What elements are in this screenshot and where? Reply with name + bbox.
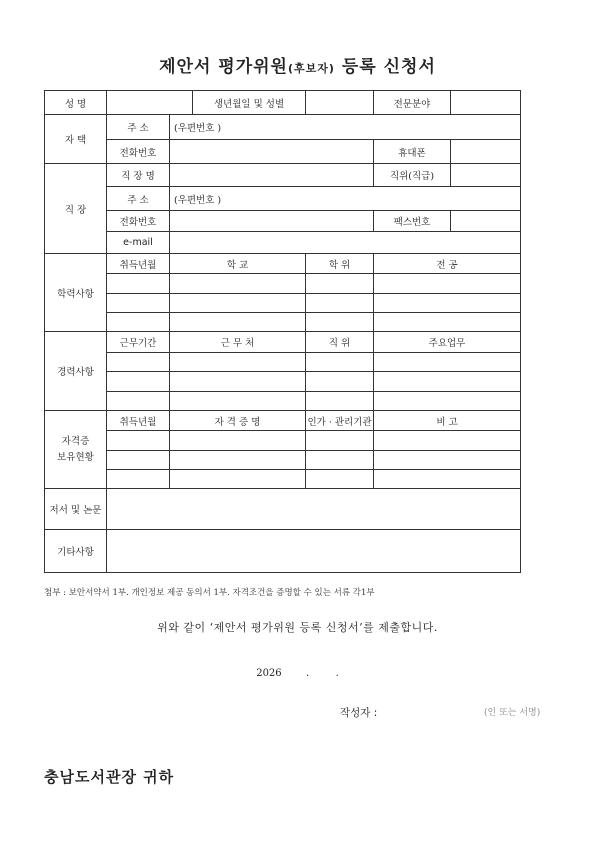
work-position-label: 직위(직급): [374, 164, 451, 187]
work-label: 직 장: [45, 164, 107, 254]
papers-label: 저서 및 논문: [45, 489, 107, 530]
papers-field[interactable]: [107, 489, 521, 530]
date-line: [0, 668, 595, 679]
home-mobile-label: 휴대폰: [374, 140, 451, 164]
etc-field[interactable]: [107, 530, 521, 573]
work-company-label: 직 장 명: [107, 164, 170, 187]
author-label: 작성자 :: [340, 707, 378, 719]
title-tail: 등록 신청서: [341, 57, 436, 77]
career-row: [45, 392, 521, 411]
addressee: 충남도서관장 귀하: [44, 768, 175, 786]
education-row: [45, 313, 521, 332]
license-row: [45, 451, 521, 470]
education-label: 학력사항: [45, 254, 107, 332]
home-address-field[interactable]: (우편번호 ): [170, 115, 521, 140]
home-mobile-field[interactable]: [451, 140, 521, 164]
education-header: 학 교: [170, 254, 306, 274]
form-title: [0, 52, 595, 77]
birth-field[interactable]: [306, 91, 374, 115]
name-field[interactable]: [107, 91, 193, 115]
license-header: 자 격 증 명: [170, 411, 306, 431]
license-header: 취득년월: [107, 411, 170, 431]
license-row: [45, 431, 521, 451]
home-phone-field[interactable]: [170, 140, 374, 164]
date-year: 2026: [256, 668, 282, 679]
license-header: 인가 · 관리기관: [306, 411, 374, 431]
license-label: [45, 411, 107, 489]
declaration: 위와 같이 ‘제안서 평가위원 등록 신청서’를 제출합니다.: [157, 621, 438, 634]
title-sub: (후보자): [287, 62, 335, 75]
field-label: 전문분야: [374, 91, 451, 115]
license-header: 비 고: [374, 411, 521, 431]
home-label: 자 택: [45, 115, 107, 164]
career-header: 근 무 처: [170, 332, 306, 353]
work-email-field[interactable]: [170, 232, 521, 254]
work-fax-field[interactable]: [451, 211, 521, 232]
work-company-field[interactable]: [170, 164, 374, 187]
work-email-label: e-mail: [107, 232, 170, 254]
etc-label: 기타사항: [45, 530, 107, 573]
birth-label: 생년월일 및 성별: [193, 91, 306, 115]
attachment-note: 첨부 : 보안서약서 1부. 개인정보 제공 동의서 1부. 자격조건을 증명할 수 있는 서류 각1부: [44, 588, 375, 598]
application-table: [44, 90, 521, 573]
education-row: [45, 274, 521, 294]
title-main: 제안서 평가위원: [159, 57, 288, 77]
education-header: 학 위: [306, 254, 374, 274]
career-label: 경력사항: [45, 332, 107, 411]
date-sep2: .: [335, 668, 339, 679]
career-header: 직 위: [306, 332, 374, 353]
career-row: [45, 372, 521, 392]
career-row: [45, 353, 521, 372]
license-label-line1: 자격증: [61, 435, 90, 447]
seal-placeholder[interactable]: (인 또는 서명): [484, 708, 541, 718]
work-fax-label: 팩스번호: [374, 211, 451, 232]
work-phone-field[interactable]: [170, 211, 374, 232]
home-phone-label: 전화번호: [107, 140, 170, 164]
education-row: [45, 294, 521, 313]
career-header: 주요업무: [374, 332, 521, 353]
work-position-field[interactable]: [451, 164, 521, 187]
work-phone-label: 전화번호: [107, 211, 170, 232]
education-header: 전 공: [374, 254, 521, 274]
education-header: 취득년월: [107, 254, 170, 274]
basic-row: [45, 91, 521, 115]
home-address-label: 주 소: [107, 115, 170, 140]
work-address-label: 주 소: [107, 187, 170, 211]
license-row: [45, 470, 521, 489]
field-field[interactable]: [451, 91, 521, 115]
work-address-field[interactable]: (우편번호 ): [170, 187, 521, 211]
career-header: 근무기간: [107, 332, 170, 353]
date-sep1: .: [306, 668, 310, 679]
license-label-line2: 보유현황: [57, 451, 94, 463]
name-label: 성 명: [45, 91, 107, 115]
